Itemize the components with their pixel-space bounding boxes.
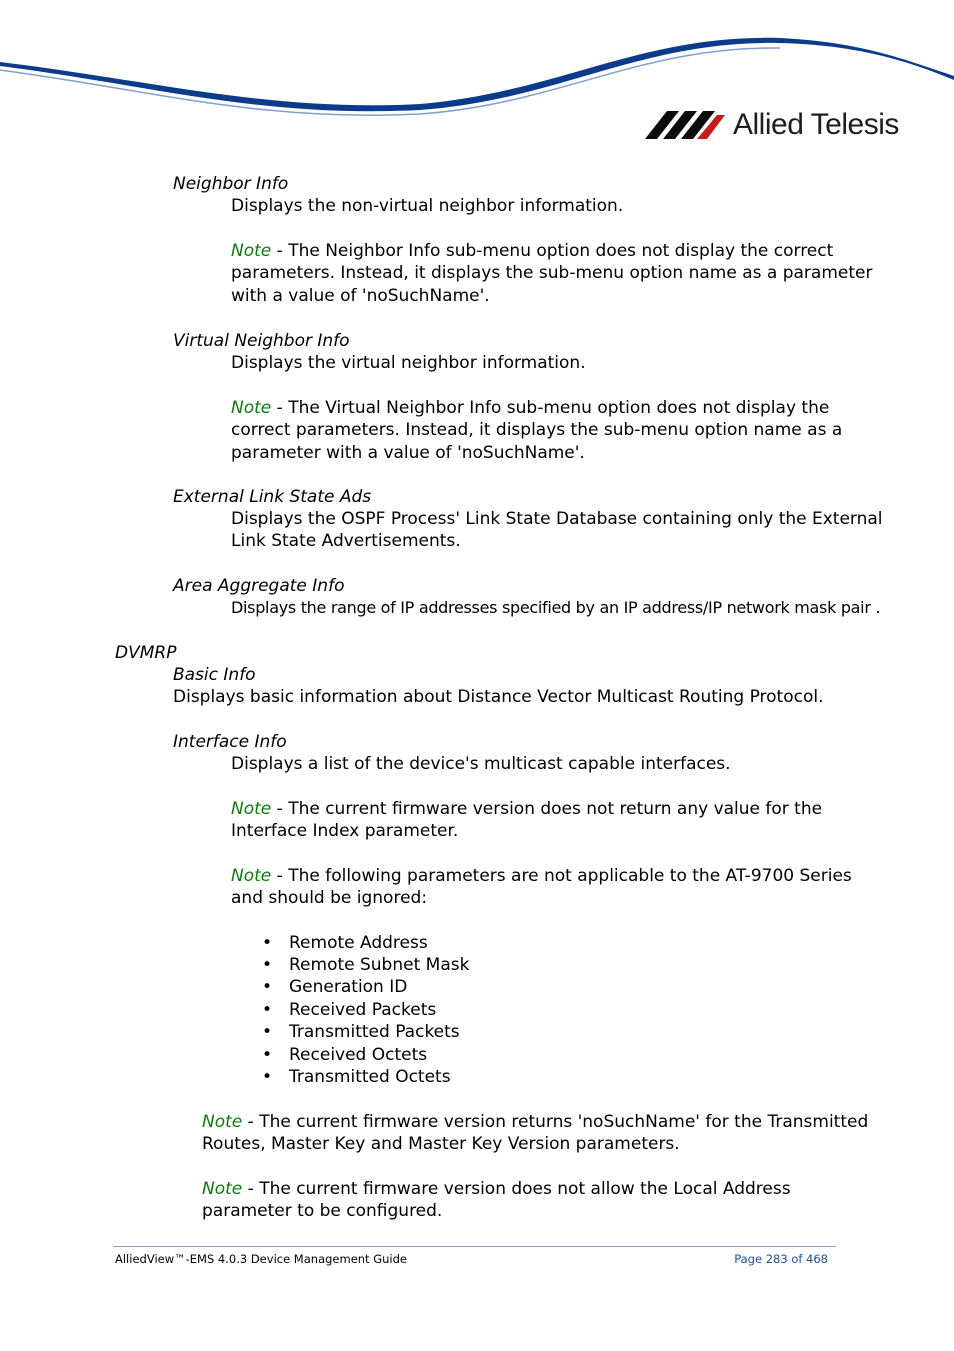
footer-page-number: Page 283 of 468 [734,1252,828,1266]
virtual-neighbor-info-desc: Displays the virtual neighbor information. [231,353,586,373]
allied-telesis-logo [645,108,899,142]
basic-info-heading: Basic Info [173,665,256,685]
interface-info-desc: Displays a list of the device's multicast capable interfaces. [231,754,731,774]
neighbor-info-heading: Neighbor Info [173,174,289,194]
note-label: Note [202,1179,243,1199]
interface-info-note-3: Note - The current firmware version returns 'noSuchName' for the Transmitted Routes, Master Key and Master Key Version parameters. [202,1112,869,1155]
area-aggregate-info-heading: Area Aggregate Info [173,576,345,596]
interface-info-note-2: Note - The following parameters are not applicable to the AT-9700 Series and should be ignored: [231,866,852,909]
list-item: • Remote Subnet Mask [262,955,470,975]
basic-info-desc: Displays basic information about Distance Vector Multicast Routing Protocol. [173,687,824,707]
interface-info-note-1: Note - The current firmware version does not return any value for the Interface Index parameter. [231,799,823,842]
interface-info-note-4: Note - The current firmware version does not allow the Local Address parameter to be configured. [202,1179,791,1222]
note-label: Note [202,1112,243,1132]
bullet-icon: • [262,955,273,975]
bullet-icon: • [262,1045,273,1065]
list-item: • Received Octets [262,1045,428,1065]
list-item: • Transmitted Packets [262,1022,460,1042]
bullet-icon: • [262,1067,273,1087]
list-item: • Generation ID [262,977,408,997]
bullet-icon: • [262,977,273,997]
dvmrp-heading: DVMRP [115,643,177,663]
brand-name: Allied Telesis [733,108,899,141]
footer-document-title: AlliedView™-EMS 4.0.3 Device Management Guide [115,1252,407,1266]
page-header [0,0,954,160]
note-label: Note [231,398,272,418]
area-aggregate-info-desc: Displays the range of IP addresses specified by an IP address/IP network mask pair . [231,598,881,617]
list-item: • Remote Address [262,933,428,953]
interface-info-heading: Interface Info [173,732,287,752]
external-link-state-ads-desc: Displays the OSPF Process' Link State Database containing only the External Link State Advertisements. [231,509,883,552]
note-label: Note [231,241,272,261]
neighbor-info-note: Note - The Neighbor Info sub-menu option does not display the correct parameters. Instead, it displays the sub-menu option name as a parameter with a value of 'noSuchName'. [231,241,873,306]
external-link-state-ads-heading: External Link State Ads [173,487,372,507]
neighbor-info-desc: Displays the non-virtual neighbor information. [231,196,624,216]
note-label: Note [231,799,272,819]
note-label: Note [231,866,272,886]
list-item: • Received Packets [262,1000,437,1020]
bullet-icon: • [262,1022,273,1042]
virtual-neighbor-info-heading: Virtual Neighbor Info [173,331,350,351]
bullet-icon: • [262,1000,273,1020]
allied-telesis-logo-icon [645,109,725,141]
list-item: • Transmitted Octets [262,1067,451,1087]
bullet-icon: • [262,933,273,953]
footer-divider [113,1246,836,1247]
virtual-neighbor-info-note: Note - The Virtual Neighbor Info sub-menu option does not display the correct parameters. Instead, it displays the sub-menu option name as a parameter with a value of 'noSuchName'. [231,398,843,463]
